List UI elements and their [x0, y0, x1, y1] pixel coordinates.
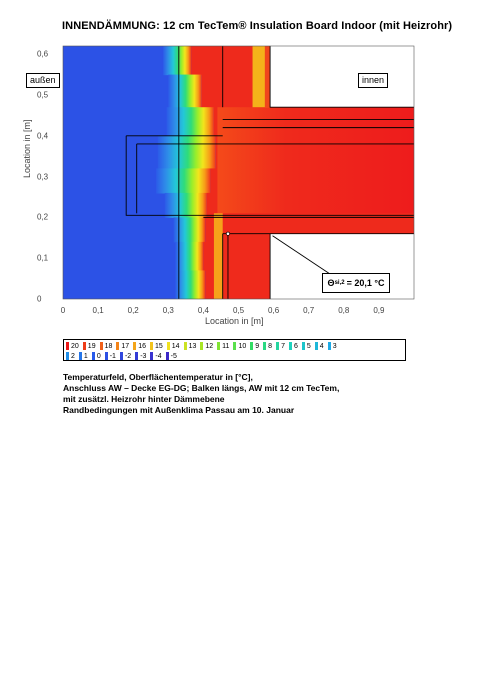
- legend-entry: [92, 352, 101, 360]
- legend-swatch: [167, 342, 170, 350]
- legend-entry: [250, 342, 259, 350]
- legend-label: 9: [255, 342, 260, 350]
- figure-caption: [63, 372, 423, 416]
- transition-band: [167, 107, 214, 136]
- x-axis-label: Location in [m]: [205, 316, 264, 326]
- legend-label: 16: [138, 342, 146, 350]
- legend-swatch: [233, 342, 236, 350]
- caption-line: Temperaturfeld, Oberflächentemperatur in [°C],: [63, 372, 253, 382]
- y-tick-label: 0,5: [37, 90, 49, 100]
- chart-title: INNENDÄMMUNG: 12 cm TecTem® Insulation Board Indoor (mit Heizrohr): [62, 20, 453, 32]
- transition-band: [168, 75, 201, 108]
- legend-label: 3: [332, 342, 337, 350]
- legend-swatch: [276, 342, 279, 350]
- legend-entry: [302, 342, 311, 350]
- legend-label: 1: [83, 352, 88, 360]
- legend-swatch: [263, 342, 266, 350]
- legend-entry: [289, 342, 298, 350]
- legend-label: 13: [188, 342, 197, 350]
- legend-entry: [83, 342, 96, 350]
- label-outside: außen: [26, 73, 60, 88]
- legend-swatch: [328, 342, 331, 350]
- legend-label: 10: [238, 342, 247, 350]
- legend-label: 6: [293, 342, 298, 350]
- slab-warm-zone: [217, 107, 414, 213]
- legend-entry: [166, 352, 177, 360]
- x-tick-label: 0: [60, 306, 66, 315]
- caption-line: mit zusätzl. Heizrohr hinter Dämmebene: [63, 394, 225, 404]
- x-tick-label: 0,4: [197, 306, 209, 315]
- heating-zone: [223, 213, 270, 299]
- legend-swatch: [116, 342, 119, 350]
- transition-band: [158, 136, 216, 169]
- legend-swatch: [105, 352, 108, 360]
- x-tick-label: 0,1: [92, 306, 104, 315]
- legend-entry: [233, 342, 246, 350]
- y-tick-label: 0,2: [37, 212, 49, 222]
- legend-swatch: [135, 352, 138, 360]
- legend-entry: [100, 342, 113, 350]
- legend-label: 8: [268, 342, 273, 350]
- x-tick-label: 0,7: [303, 306, 315, 315]
- legend-swatch: [289, 342, 292, 350]
- surface-temperature-annotation: [322, 273, 390, 293]
- legend-swatch: [150, 342, 153, 350]
- legend-label: 0: [96, 352, 101, 360]
- x-tick-label: 0,2: [127, 306, 139, 315]
- legend-label: 2: [71, 352, 75, 360]
- y-tick-label: 0,6: [37, 49, 49, 59]
- legend-label: 7: [281, 342, 285, 350]
- legend-swatch: [100, 342, 103, 350]
- legend-entry: [150, 352, 161, 360]
- legend-swatch: [166, 352, 169, 360]
- legend-entry: [133, 342, 146, 350]
- legend-swatch: [120, 352, 123, 360]
- legend-label: 14: [171, 342, 180, 350]
- legend-swatch: [83, 342, 86, 350]
- heating-edge: [214, 213, 223, 299]
- legend-row: [66, 351, 403, 361]
- legend-label: 15: [154, 342, 163, 350]
- legend-label: 5: [306, 342, 311, 350]
- legend-swatch: [302, 342, 305, 350]
- wall-edge-upper-hot: [265, 46, 270, 107]
- x-tick-label: 0,5: [232, 306, 245, 315]
- legend-row: [66, 341, 403, 351]
- legend-swatch: [133, 342, 136, 350]
- legend-label: -1: [109, 352, 116, 360]
- x-tick-label: 0,6: [268, 306, 280, 315]
- legend-label: 12: [205, 342, 214, 350]
- x-tick-label: 0,8: [338, 306, 350, 315]
- legend-entry: [276, 342, 285, 350]
- legend-entry: [135, 352, 146, 360]
- legend-label: 20: [71, 342, 79, 350]
- legend-swatch: [92, 352, 95, 360]
- legend-label: 4: [319, 342, 324, 350]
- y-tick-label: 0: [37, 294, 42, 304]
- transition-band: [156, 168, 210, 193]
- legend-entry: [150, 342, 163, 350]
- room-upper: [270, 46, 414, 107]
- legend-label: -4: [155, 352, 162, 360]
- y-tick-label: 0,3: [37, 172, 49, 182]
- legend-swatch: [315, 342, 318, 350]
- legend-label: 19: [87, 342, 96, 350]
- transition-band: [175, 270, 205, 299]
- transition-band: [165, 193, 207, 218]
- y-tick-label: 0,1: [37, 253, 49, 263]
- legend-swatch: [150, 352, 153, 360]
- annotation-point: [226, 232, 229, 235]
- legend-entry: [66, 342, 79, 350]
- legend-swatch: [217, 342, 220, 350]
- legend-swatch: [250, 342, 253, 350]
- transition-band: [174, 217, 206, 242]
- legend-entry: [200, 342, 213, 350]
- caption-line: Randbedingungen mit Außenklima Passau am 10. Januar: [63, 405, 295, 415]
- legend-swatch: [200, 342, 203, 350]
- legend-swatch: [66, 352, 69, 360]
- transition-band: [163, 46, 191, 75]
- legend-label: -5: [170, 352, 177, 360]
- legend-entry: [315, 342, 324, 350]
- legend-entry: [184, 342, 197, 350]
- caption-line: Anschluss AW – Decke EG-DG; Balken längs, AW mit 12 cm TecTem,: [63, 383, 340, 393]
- annotation-subscript: si,2: [334, 280, 345, 286]
- legend-swatch: [66, 342, 69, 350]
- legend-entry: [66, 352, 75, 360]
- x-tick-label: 0,3: [162, 306, 174, 315]
- legend-swatch: [184, 342, 187, 350]
- legend-swatch: [79, 352, 82, 360]
- label-inside: innen: [358, 73, 388, 88]
- legend-label: -3: [140, 352, 147, 360]
- legend-label: 18: [104, 342, 113, 350]
- legend-entry: [116, 342, 129, 350]
- y-tick-label: 0,4: [37, 131, 49, 141]
- legend-entry: [217, 342, 229, 350]
- legend-entry: [120, 352, 131, 360]
- y-axis-label: Location in [m]: [22, 119, 32, 178]
- annotation-symbol: Θ: [327, 278, 335, 288]
- legend-entry: [79, 352, 88, 360]
- legend-entry: [263, 342, 272, 350]
- legend-label: -2: [124, 352, 132, 360]
- annotation-value: = 20,1 °C: [346, 278, 385, 288]
- legend-label: 11: [222, 342, 230, 350]
- color-legend: [63, 339, 406, 361]
- legend-label: 17: [121, 342, 130, 350]
- transition-band: [175, 242, 203, 271]
- legend-entry: [328, 342, 337, 350]
- legend-entry: [105, 352, 116, 360]
- x-tick-label: 0,9: [373, 306, 385, 315]
- legend-entry: [167, 342, 180, 350]
